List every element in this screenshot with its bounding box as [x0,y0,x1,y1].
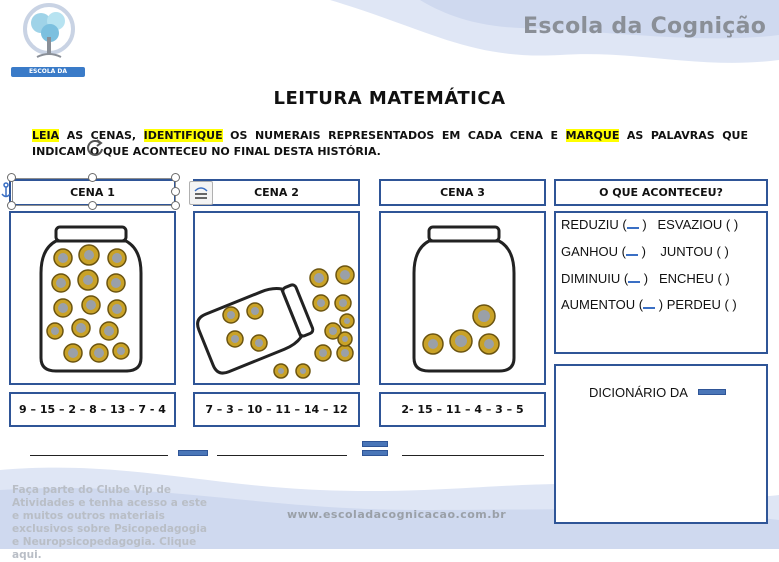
scene-1-label: CENA 1 [70,186,115,199]
scene-3-image [379,211,546,385]
answer-line[interactable] [217,455,347,456]
scene-1-image [9,211,176,385]
option-encheu[interactable]: ENCHEU ( [658,271,722,286]
answer-line[interactable] [402,455,544,456]
instruction-word-identify: IDENTIFIQUE [143,129,223,142]
scene-3-sequence [379,392,546,427]
answer-blank[interactable] [626,246,638,256]
resize-handle[interactable] [88,201,97,210]
resize-handle[interactable] [171,187,180,196]
option-close: ) [638,244,646,259]
anchor-icon[interactable] [0,182,12,200]
instruction-text: AS PALAVRAS QUE INDICAM O QUE ACONTECEU NO FINAL DESTA HISTÓRIA. [32,129,749,158]
instruction-word-read: LEIA [32,129,60,142]
option-aumentou[interactable]: AUMENTOU ( [561,297,644,312]
option-close: ) [730,217,739,232]
dictionary-label: DICIONÁRIO DA [589,385,688,400]
scene-2-sequence [193,392,360,427]
layout-options-icon [190,182,212,204]
scene-3-sequence-text: 2- 15 – 11 – 4 – 3 – 5 [401,403,524,416]
instructions [32,128,748,160]
instruction-text: AS CENAS, [59,129,144,142]
option-esvaziou[interactable]: ESVAZIOU ( [657,217,731,232]
scene-2-label: CENA 2 [254,186,299,199]
option-close: ) [655,297,664,312]
option-diminuiu[interactable]: DIMINUIU ( [561,271,629,286]
option-close: ) [720,244,729,259]
page-title: LEITURA MATEMÁTICA [273,88,506,109]
resize-handle[interactable] [88,173,97,182]
brand-name[interactable]: Escola da Cognição [523,14,767,39]
question-header-label: O QUE ACONTECEU? [599,186,723,199]
club-promo-link[interactable]: Faça parte do Clube Vip de Atividades e tenha acesso a este e muitos outros materiais exclusivos sobre Psicopedagogia e Neuropsicopedagogia. Clique aqui. [12,484,207,561]
rotate-handle-icon[interactable] [84,137,106,159]
brain-tree-logo-icon [12,3,86,67]
scene-1-sequence [9,392,176,427]
option-close: ) [640,271,649,286]
jar-with-few-coins-icon [381,213,544,383]
option-ganhou[interactable]: GANHOU ( [561,244,626,259]
instruction-text: OS NUMERAIS REPRESENTADOS EM CADA CENA E [222,129,566,142]
answer-blank[interactable] [627,219,639,229]
jar-full-of-coins-icon [11,213,174,383]
answer-blank[interactable] [628,273,640,283]
resize-handle[interactable] [7,201,16,210]
option-close: ) [728,297,737,312]
placeholder-mark[interactable] [698,389,726,395]
option-close: ) [721,271,730,286]
tipped-jar-spilling-coins-icon [195,213,358,383]
layout-options-button[interactable] [189,181,213,205]
instruction-word-mark: MARQUE [565,129,620,142]
placeholder-mark[interactable] [362,450,388,456]
option-perdeu[interactable]: PERDEU ( [666,297,729,312]
resize-handle[interactable] [7,173,16,182]
logo-caption: ESCOLA DA COGNIÇÃO [11,67,85,77]
options-row [561,244,729,259]
question-header [554,179,768,206]
scene-2-image [193,211,360,385]
options-row [561,271,730,286]
option-close: ) [638,217,647,232]
scene-2-header [193,179,360,206]
options-row [561,217,738,232]
scene-2-sequence-text: 7 – 3 – 10 – 11 – 14 – 12 [205,403,348,416]
answer-blank[interactable] [643,299,655,309]
resize-handle[interactable] [171,201,180,210]
placeholder-mark[interactable] [362,441,388,447]
scene-3-header [379,179,546,206]
scene-3-label: CENA 3 [440,186,485,199]
website-link[interactable]: www.escoladacognicacao.com.br [287,508,507,521]
answer-line[interactable] [30,455,168,456]
resize-handle[interactable] [171,173,180,182]
option-reduziu[interactable]: REDUZIU ( [561,217,627,232]
options-row [561,297,737,312]
placeholder-mark[interactable] [178,450,208,456]
option-juntou[interactable]: JUNTOU ( [660,244,721,259]
scene-1-sequence-text: 9 – 15 – 2 – 8 – 13 – 7 - 4 [19,403,166,416]
